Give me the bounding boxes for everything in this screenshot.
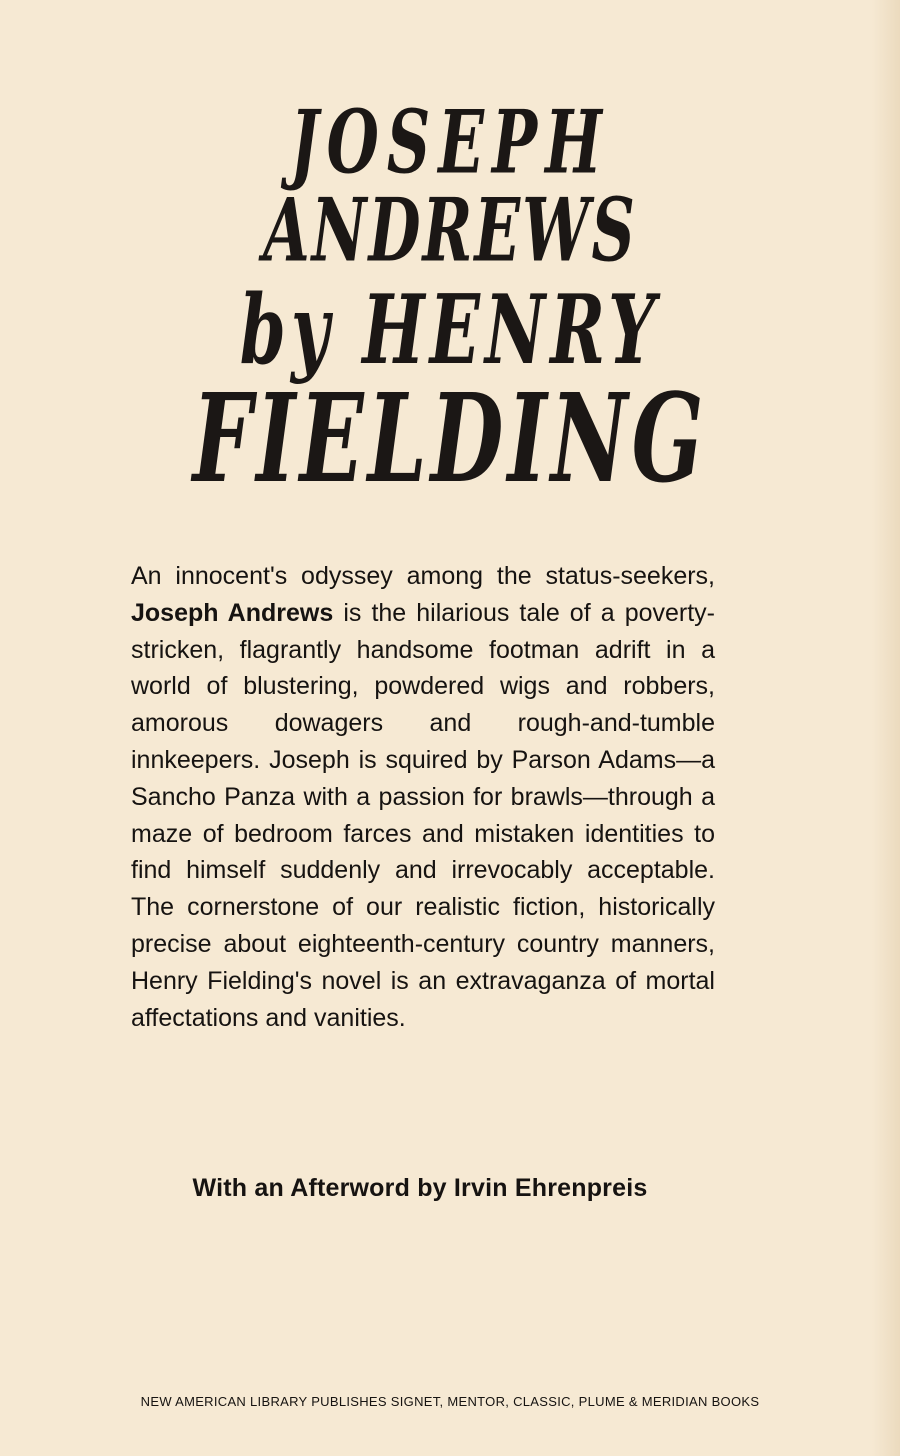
blurb-intro: An innocent's odyssey among the status-seekers, [131,562,715,590]
title-line-by-henry: by HENRY [239,273,661,387]
title-line-fielding: FIELDING [192,366,708,510]
book-title-block [150,92,750,510]
blurb-body: is the hilarious tale of a poverty-stricken, flagrantly handsome footman adrift in a world of blustering, powdered wigs and robbers, amorous dowagers and rough-and-tumble innkeepers. Joseph is squired by Parson Adams—a Sancho Panza with a passion for brawls—through a maze of bedroom farces and mistaken identities to find himself suddenly and irrevocably acceptable. The cornerstone of our realistic fiction, historically precise about eighteenth-century country manners, Henry Fielding's novel is an extravaganza of mortal affectations and vanities. [131,598,715,1032]
title-line-joseph: JOSEPH [290,92,610,195]
blurb-book-title: Joseph Andrews [131,598,334,627]
book-description [131,558,715,1036]
publisher-line: NEW AMERICAN LIBRARY PUBLISHES SIGNET, MENTOR, CLASSIC, PLUME & MERIDIAN BOOKS [140,1394,760,1409]
afterword-credit: With an Afterword by Irvin Ehrenpreis [192,1174,648,1202]
title-line-andrews: ANDREWS [263,180,637,283]
paper-edge-shading [872,0,900,1456]
